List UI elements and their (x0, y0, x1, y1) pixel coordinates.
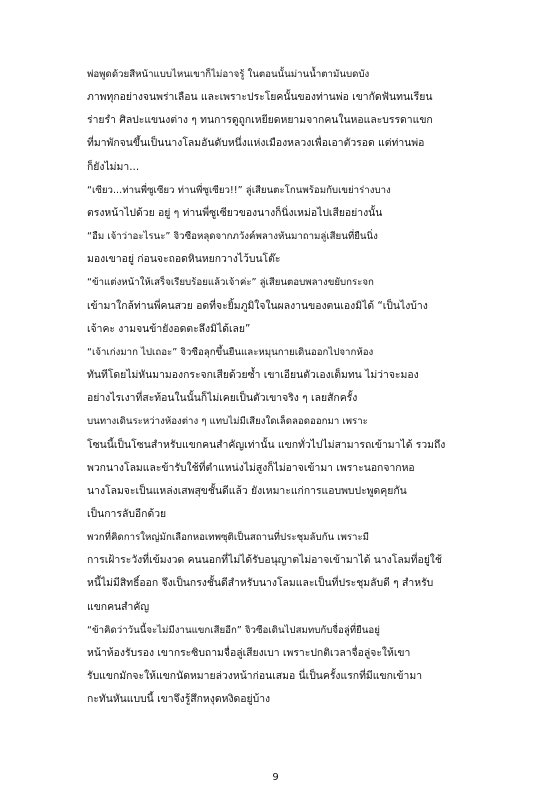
text-line: ก็ยังไม่มา... (87, 160, 140, 173)
text-line: อย่างไรเงาที่สะท้อนในนั้นก็ไม่เคยเป็นตัวเขาจริง ๆ เลยสักครั้ง (87, 392, 358, 405)
text-line: “อืม เจ้าว่าอะไรนะ” จิวซือหลุดจากภวังค์พลางหันมาถามลู่เสียนที่ยืนนิ่ง (87, 231, 378, 243)
text-line: พ่อพูดด้วยสีหน้าแบบไหนเขาก็ไม่อาจรู้ ในตอนนั้นม่านน้ำตามันบดบัง (87, 69, 370, 80)
text-line: รับแขกมักจะให้แขกนัดหมายล่วงหน้าก่อนเสมอ นี่เป็นครั้งแรกที่มีแขกเข้ามา (87, 670, 423, 683)
text-line: บนทางเดินระหว่างห้องต่าง ๆ แทบไม่มีเสียงใดเล็ดลอดออกมา เพราะ (87, 416, 368, 428)
text-line: เข้ามาใกล้ท่านพี่คนสวย อดที่จะยิ้มภูมิใจในผลงานของตนเองมิได้ “เป็นไงบ้าง (87, 299, 428, 312)
paragraph (62, 526, 487, 619)
paragraph (62, 225, 487, 271)
text-line: ร่ายรำ ศิลปะแขนงต่าง ๆ ทนการดูถูกเหยียดหยามจากคนในหอและบรรดาแขก (87, 114, 433, 127)
text-line: ภาพทุกอย่างจนพร่าเลือน และเพราะประโยคนั้นของท่านพ่อ เขากัดฟันทนเรียน (87, 91, 433, 104)
text-line: มองเขาอยู่ ก่อนจะถอดหินหยกวางไว้บนโต๊ะ (87, 253, 281, 266)
text-line: เป็นการลับอีกด้วย (87, 507, 167, 520)
paragraph (62, 341, 487, 410)
page-number: 9 (272, 772, 279, 783)
paragraph (62, 410, 487, 526)
text-line: ตรงหน้าไปด้วย อยู่ ๆ ท่านพี่ซูเซียวของนางก็นิ่งเหม่อไปเสียอย่างนั้น (87, 206, 383, 219)
text-line: โซนนี้เป็นโซนสำหรับแขกคนสำคัญเท่านั้น แขกทั่วไปไม่สามารถเข้ามาได้ รวมถึง (87, 438, 446, 451)
paragraph (62, 63, 487, 179)
text-line: หน้าห้องรับรอง เขากระซิบถามจื่อลู่เสียงเบา เพราะปกติเวลาจื่อลู่จะให้เขา (87, 646, 411, 659)
text-line: “เจ้าเก่งมาก ไปเถอะ” จิวซือลุกขึ้นยืนและหมุนกายเดินออกไปจากห้อง (87, 346, 374, 358)
text-line: พวกที่คิดการใหญ่มักเลือกหอเทพซุติเป็นสถานที่ประชุมลับกัน เพราะมี (87, 532, 370, 544)
text-line: การเฝ้าระวังที่เข้มงวด คนนอกที่ไม่ได้รับอนุญาตไม่อาจเข้ามาได้ นางโลมที่อยู่ใช้ (87, 554, 442, 567)
paragraph (62, 619, 487, 712)
text-line: ที่มาพักจนขึ้นเป็นนางโลมอันดับหนึ่งแห่งเมืองหลวงเพื่อเอาตัวรอด แต่ท่านพ่อ (87, 137, 425, 150)
text-line: แขกคนสำคัญ (87, 600, 150, 613)
text-line: “ข้าแต่งหน้าให้เสร็จเรียบร้อยแล้วเจ้าค่ะ” ลู่เสียนตอบพลางขยับกระจก (87, 277, 374, 289)
body-text (62, 63, 487, 711)
text-line: “เซียว...ท่านพี่ซูเซียว ท่านพี่ซูเซียว!!” ลู่เสียนตะโกนพร้อมกับเขย่าร่างบาง (87, 184, 391, 196)
text-line: ทันทีโดยไม่หันมามองกระจกเสียด้วยซ้ำ เขาเอียนตัวเองเต็มทน ไม่ว่าจะมอง (87, 369, 419, 382)
text-line: หนี้ไม่มีสิทธิ์ออก จึงเป็นกรงชั้นดีสำหรับนางโลมและเป็นที่ประชุมลับดี ๆ สำหรับ (87, 577, 434, 590)
text-line: กะทันหันแบบนี้ เขาจึงรู้สึกหงุดหงิดอยู่บ้าง (87, 693, 271, 706)
text-line: เจ้าคะ งามจนข้ายังอดตะลึงมิได้เลย” (87, 322, 251, 335)
paragraph (62, 179, 487, 225)
text-line: พวกนางโลมและข้ารับใช้ที่ตำแหน่งไม่สูงก็ไม่อาจเข้ามา เพราะนอกจากหอ (87, 461, 415, 474)
text-line: “ข้าคิดว่าวันนี้จะไม่มีงานแขกเสียอีก” จิวซือเดินไปสมทบกับจื่อลู่ที่ยืนอยู่ (87, 624, 380, 636)
text-line: นางโลมจะเป็นแหล่งเสพสุขชั้นดีแล้ว ยังเหมาะแก่การแอบพบปะพูดคุยกัน (87, 484, 407, 497)
paragraph (62, 271, 487, 340)
